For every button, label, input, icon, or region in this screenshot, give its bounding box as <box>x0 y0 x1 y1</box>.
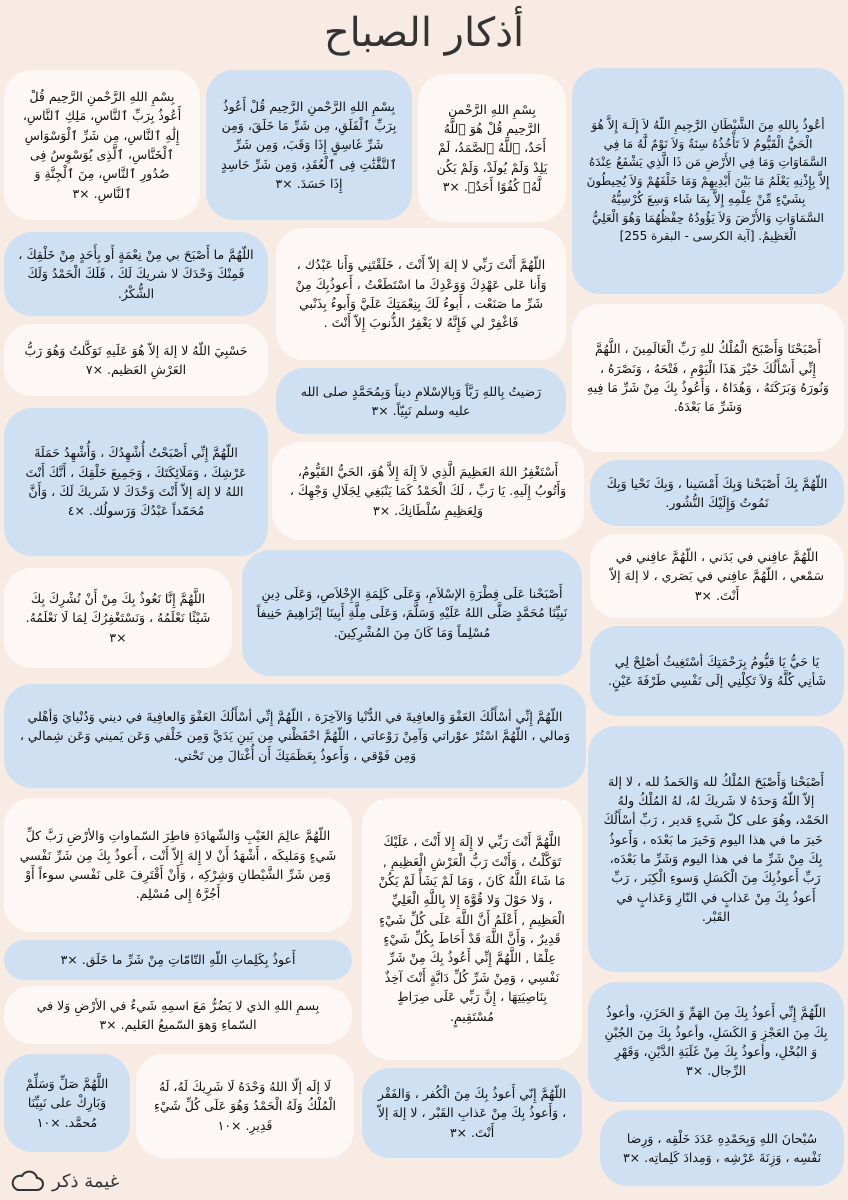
bika-asbahna-card: اللّهُمَّ بِكَ أَصْبَحْنا وَبِكَ أَمْسَينا ، وَبِكَ نَحْيا وَبِكَ نَمُوتُ وَإِلَيْكَ النُّشُور. <box>590 460 844 526</box>
fitrat-card: أَصْبَحْنا عَلَى فِطْرَةِ الإسْلاَمِ، وَعَلَى كَلِمَةِ الإِخْلاَصِ، وَعَلَى دِينِ نَبِيِّنَا مُحَمَّدٍ صَلَّى اللهُ عَلَيْهِ وَسَلَّمَ، وَعَلَى مِلَّةِ أَبِينَا إبْرَاهِيمَ حَنِيفاً مُسْلِماً وَمَا كَانَ مِنَ المُشْرِكِينَ. <box>242 550 582 676</box>
kufr-card: اللّهُمَّ إِنّي أَعوذُ بِكَ مِنَ الْكُفر ، وَالفَقْر ، وَأَعوذُ بِكَ مِنْ عَذابِ القَبْر ، لا إلهَ إلاّ أَنْتَ. ×٣ <box>362 1068 582 1158</box>
afw-card: اللّهُمَّ إِنِّي أسْأَلُكَ العَفْوَ وَالعافِيةَ في الدُّنْيا وَالآخِرَة ، اللّهُمَّ إِنِّي أسْأَلُكَ العَفْوَ وَالعافِيةَ في ديني وَدُنْيايَ وَأهْلي وَمالي ، اللّهُمَّ اسْتُرْ عوْراتي وَآمِنْ رَوْعاتي ، اللّهُمَّ احْفَظْني مِن بَينِ يَدَيَّ وَمِن خَلْفي وَعَن يَميني وَعَن شِمالي ، وَمِن فَوْقي ، وَأَعوذُ بِعَظَمَتِكَ أَن أُغْتالَ مِن تَحْتي. <box>4 684 586 788</box>
brand-name: غيمة ذكر <box>52 1170 120 1192</box>
hasbiyallah-card: حَسْبِيَ اللّهُ لا إلهَ إلاّ هُوَ عَلَيهِ تَوَكَّلتُ وَهُوَ رَبُّ العَرْشِ العَظيم. ×٧ <box>4 324 268 396</box>
nas-card: بِسْمِ اللهِ الرَّحْمنِ الرَّحِيم قُلْ أَعُوذُ بِرَبِّ ٱلنَّاسِ، مَلِكِ ٱلنَّاسِ، إِلَٰهِ ٱلنَّاسِ، مِن شَرِّ ٱلْوَسْوَاسِ ٱلْخَنَّاسِ، ٱلَّذِى يُوَسْوِسُ فِى صُدُورِ ٱلنَّاسِ، مِنَ ٱلْجِنَّةِ وَ ٱلنَّاسِ. ×٣ <box>4 70 200 220</box>
asbahna-mulk-card: أَصْبَحْنَا وَأَصْبَحَ الْمُلْكُ للهِ رَبِّ الْعَالَمِينَ ، اللَّهُمَّ إِنِّي أَسْأَلُكَ خَيْرَ هَذَا الْيَوْمِ ، فَتْحَهُ ، وَنَصْرَهُ ، وَنُورَهُ وَبَرَكَتَهُ ، وَهُدَاهُ ، وَأَعُوذُ بِكَ مِنْ شَرِّ مَا فِيهِ وَشَرِّ مَا بَعْدَهُ. <box>572 304 844 452</box>
astaghfirullah-card: أَسْتَغْفِرُ اللهَ العَظِيمَ الَّذِي لاَ إِلَهَ إِلاَّ هُوَ، الحَيُّ القَيُّومُ، وَأَتُوبُ إِلَيهِ. يَا رَبِّ ، لَكَ الْحَمْدُ كَمَا يَنْبَغِي لِجَلَالِ وَجْهِكَ ، وَلِعَظِيمِ سُلْطَانِكَ. ×٣ <box>272 442 584 540</box>
tahlil-card: لَا إلَه إلّا اللهُ وَحْدَهُ لَا شَرِيكَ لَهُ، لَهُ الْمُلْكُ وَلَهُ الْحَمْدُ وَهُوَ عَلَى كُلِّ شَيْءِ قَدِيرِ. ×١٠ <box>136 1054 354 1158</box>
kalimat-card: أَعوذُ بِكَلِماتِ اللّهِ التّامّاتِ مِنْ شَرِّ ما خَلَق. ×٣ <box>4 940 352 980</box>
alim-ghayb-card: اللّهُمَّ عالِمَ الغَيْبِ وَالشّهادَةِ فاطِرَ السّماواتِ وَالأرْضِ رَبَّ كلِّ شَيءٍ وَمَليكَه ، أَشْهَدُ أَنْ لا إِلهَ إِلاّ أَنْت ، أَعوذُ بِكَ مِن شَرِّ نَفْسي وَمِن شَرِّ الشَّيْطانِ وَشِرْكِه ، وَأَنْ أَقْتَرِفَ عَلى نَفْسي سوءاً أَوْ أَجُرَّهُ إِلى مُسْلِم. <box>4 798 352 932</box>
hamm-card: اللّهُمَّ إِنِّي أَعوذُ بِكَ مِنَ الهَمِّ وَ الحَزَنِ، وأعوذُ بِكَ مِنَ العَجْزِ وَ الكَسَلِ، وأعوذُ بِكَ مِنَ الجُبْنِ وَ البُخْلِ، وأعوذُ بِكَ مِنْ غَلَبَةِ الدَّيْنِ، وَقَهْرِ الرِّجال. ×٣ <box>588 982 844 1102</box>
sayyid-istighfar-card: اللّهُمَّ أَنْتَ رَبِّي لا إلهَ إلاّ أَنْتَ ، خَلَقْتَنِي وَأَنا عَبْدُك ، وَأَنا عَلى عَهْدِكَ وَوَعْدِكَ ما اسْتَطَعْتُ ، أَعوذُبِكَ مِنْ شَرِّ ما صَنَعْت ، أَبوءُ لَكَ بِنِعْمَتِكَ عَلَيَّ وَأَبوءُ بِذَنْبي فَاغْفِرْ لي فَإِنَّهُ لا يَغْفِرُ الذُّنوبَ إِلاّ أَنْتَ . <box>276 228 566 360</box>
asbaha-nima-card: اللّهُمَّ ما أَصْبَحَ بي مِنْ نِعْمَةٍ أَو بِأَحَدٍ مِنْ خَلْقِكَ ، فَمِنْكَ وَحْدَكَ لا شريكَ لَكَ ، فَلَكَ الْحَمْدُ وَلَكَ الشُّكْرُ. <box>4 232 268 316</box>
radeetu-card: رَضيتُ بِاللهِ رَبَّاً وَبِالإسْلامِ ديناً وَبِمُحَمَّدٍ صلى الله عليه وسلم نَبِيّاً. ×٣ <box>276 368 566 434</box>
asbahna-hamd-card: أَصْبَحْنا وَأَصْبَحَ المُلْكُ لله وَالحَمدُ لله ، لا إلهَ إلاّ اللّهُ وَحدَهُ لا شَريكَ لهُ، لهُ المُلْكُ ولهُ الحَمْد، وهُوَ على كلّ شَيءٍ قدير ، رَبِّ أسْأَلُكَ خَيرَ ما في هذا اليوم وَخَيرَ ما بَعْدَه ، وَأَعوذُ بِكَ مِنْ شَرِّ ما في هذا اليوم وَشَرِّ ما بَعْدَه، رَبِّ أَعوذُبِكَ مِنَ الْكَسَلِ وَسوءِ الْكِبَر ، رَبِّ أَعوذُ بِكَ مِنْ عَذابٍ في النّارِ وَعَذابٍ في القَبْر. <box>588 726 844 972</box>
salat-nabi-card: اللَّهُمَّ صَلِّ وَسَلِّمْ وَبَارِكْ على نَبِيِّنَا مُحمَّد. ×١٠ <box>4 1054 130 1152</box>
tawakkaltu-card: اللَّهُمَّ أَنْتَ رَبِّي لا إِلَهَ إِلا أَنْتَ ، عَلَيْكَ تَوَكَّلْتُ ، وَأَنْتَ رَبُّ الْعَرْشِ الْعَظِيمِ , مَا شَاءَ اللَّهُ كَانَ ، وَمَا لَمْ يَشَأْ لَمْ يَكُنْ ، وَلا حَوْلَ وَلا قُوَّةَ إِلا بِاللَّهِ الْعَلِيِّ الْعَظِيمِ , أَعْلَمُ أَنَّ اللَّهَ عَلَى كُلِّ شَيْءٍ قَدِيرٌ ، وَأَنَّ اللَّهَ قَدْ أَحَاطَ بِكُلِّ شَيْءٍ عِلْمًا , اللَّهُمَّ إِنِّي أَعُوذُ بِكَ مِنْ شَرِّ نَفْسِي ، وَمِنْ شَرِّ كُلِّ دَابَّةٍ أَنْتَ آخِذٌ بِنَاصِيَتِهَا ، إِنَّ رَبِّي عَلَى صِرَاطٍ مُسْتَقِيمٍ. <box>362 798 582 1060</box>
page-title: أذكار الصباح <box>323 10 525 56</box>
cloud-icon <box>10 1170 44 1192</box>
falaq-card: بِسْمِ اللهِ الرَّحْمنِ الرَّحِيم قُلْ أَعُوذُ بِرَبِّ ٱلْفَلَقِ، مِن شَرِّ مَا خَلَقَ، وَمِن شَرِّ غَاسِقٍ إِذَا وَقَبَ، وَمِن شَرِّ ٱلنَّفَّٰثَٰتِ فِى ٱلْعُقَدِ، وَمِن شَرِّ حَاسِدٍ إِذَا حَسَدَ. ×٣ <box>206 70 412 220</box>
afini-card: اللّهُمَّ عافِني في بَدَني ، اللّهُمَّ عافِني في سَمْعي ، اللّهُمَّ عافِني في بَصَري ، لا إلهَ إلاّ أَنْتَ. ×٣ <box>590 534 844 618</box>
nushrik-card: اللَّهُمَّ إِنَّا نَعُوذُ بِكَ مِنْ أَنْ نُشْرِكَ بِكَ شَيْئًا نَعْلَمُهُ ، وَنَسْتَغْفِرُكَ لِمَا لَا نَعْلَمُهُ. ×٣ <box>4 568 232 668</box>
bismillah-card: بِسمِ اللهِ الذي لا يَضُرُّ مَعَ اسمِهِ شَيءٌ في الأرْضِ وَلا في السّماءِ وَهوَ السّميعُ العَليم. ×٣ <box>4 986 352 1044</box>
brand-logo <box>10 1170 119 1192</box>
ikhlas-card: بِسْمِ اللهِ الرَّحْمنِ الرَّحِيمِ قُلْ هُوَ ٱللَّهُ أَحَدٌ، ٱللَّهُ ٱلصَّمَدُ، لَمْ يَلِدْ وَلَمْ يُولَدْ، وَلَمْ يَكُن لَّهُۥ كُفُوًا أَحَدٌۢ. ×٣ <box>418 74 566 222</box>
ayat-kursi-card: أعُوذُ بِاللهِ مِنَ الشَّيْطَانِ الرَّجِيمِ اللّهُ لاَ إِلَـهَ إِلاَّ هُوَ الْحَيُّ الْقَيُّومُ لاَ تَأْخُذُهُ سِنَةٌ وَلاَ نَوْمٌ لَّهُ مَا فِي السَّمَاوَاتِ وَمَا فِي الأَرْضِ مَن ذَا الَّذِي يَشْفَعُ عِنْدَهُ إِلاَّ بِإِذْنِهِ يَعْلَمُ مَا بَيْنَ أَيْدِيهِمْ وَمَا خَلْفَهُمْ وَلاَ يُحِيطُونَ بِشَيْءٍ مِّنْ عِلْمِهِ إِلاَّ بِمَا شَاء وَسِعَ كُرْسِيُّهُ السَّمَاوَاتِ وَالأَرْضَ وَلاَ يَؤُودُهُ حِفْظُهُمَا وَهُوَ الْعَلِيُّ الْعَظِيمُ. [آية الكرسى - البقرة 255] <box>572 68 844 294</box>
ya-hayyu-card: يَا حَيُّ يَا قيُّومُ بِرَحْمَتِكَ أسْتَغِيثُ أصْلِحْ لِي شَأنِي كُلَّهُ وَلاَ تَكِلْنِي إلَى نَفْسِي طَرْفَةَ عَيْنٍ. <box>590 626 844 716</box>
ushhiduk-card: اللّهُمَّ إِنِّي أَصْبَحْتُ أُشْهِدُكَ ، وَأُشْهِدُ حَمَلَةَ عَرْشِكَ ، وَمَلَائِكَتَكَ ، وَجَمِيعَ خَلْقِكَ ، أَنَّكَ أَنْتَ اللهُ لا إلهَ إلاّ أَنْتَ وَحْدَكَ لا شَريكَ لَكَ ، وَأَنَّ مُحَمّداً عَبْدُكَ وَرَسولُك. ×٤ <box>4 408 268 556</box>
subhan-card: سُبْحانَ اللهِ وَبِحَمْدِهِ عَدَدَ خَلْقِه ، وَرِضا نَفْسِه ، وَزِنَةَ عَرْشِه ، وَمِدادَ كَلِماتِه. ×٣ <box>600 1110 844 1186</box>
